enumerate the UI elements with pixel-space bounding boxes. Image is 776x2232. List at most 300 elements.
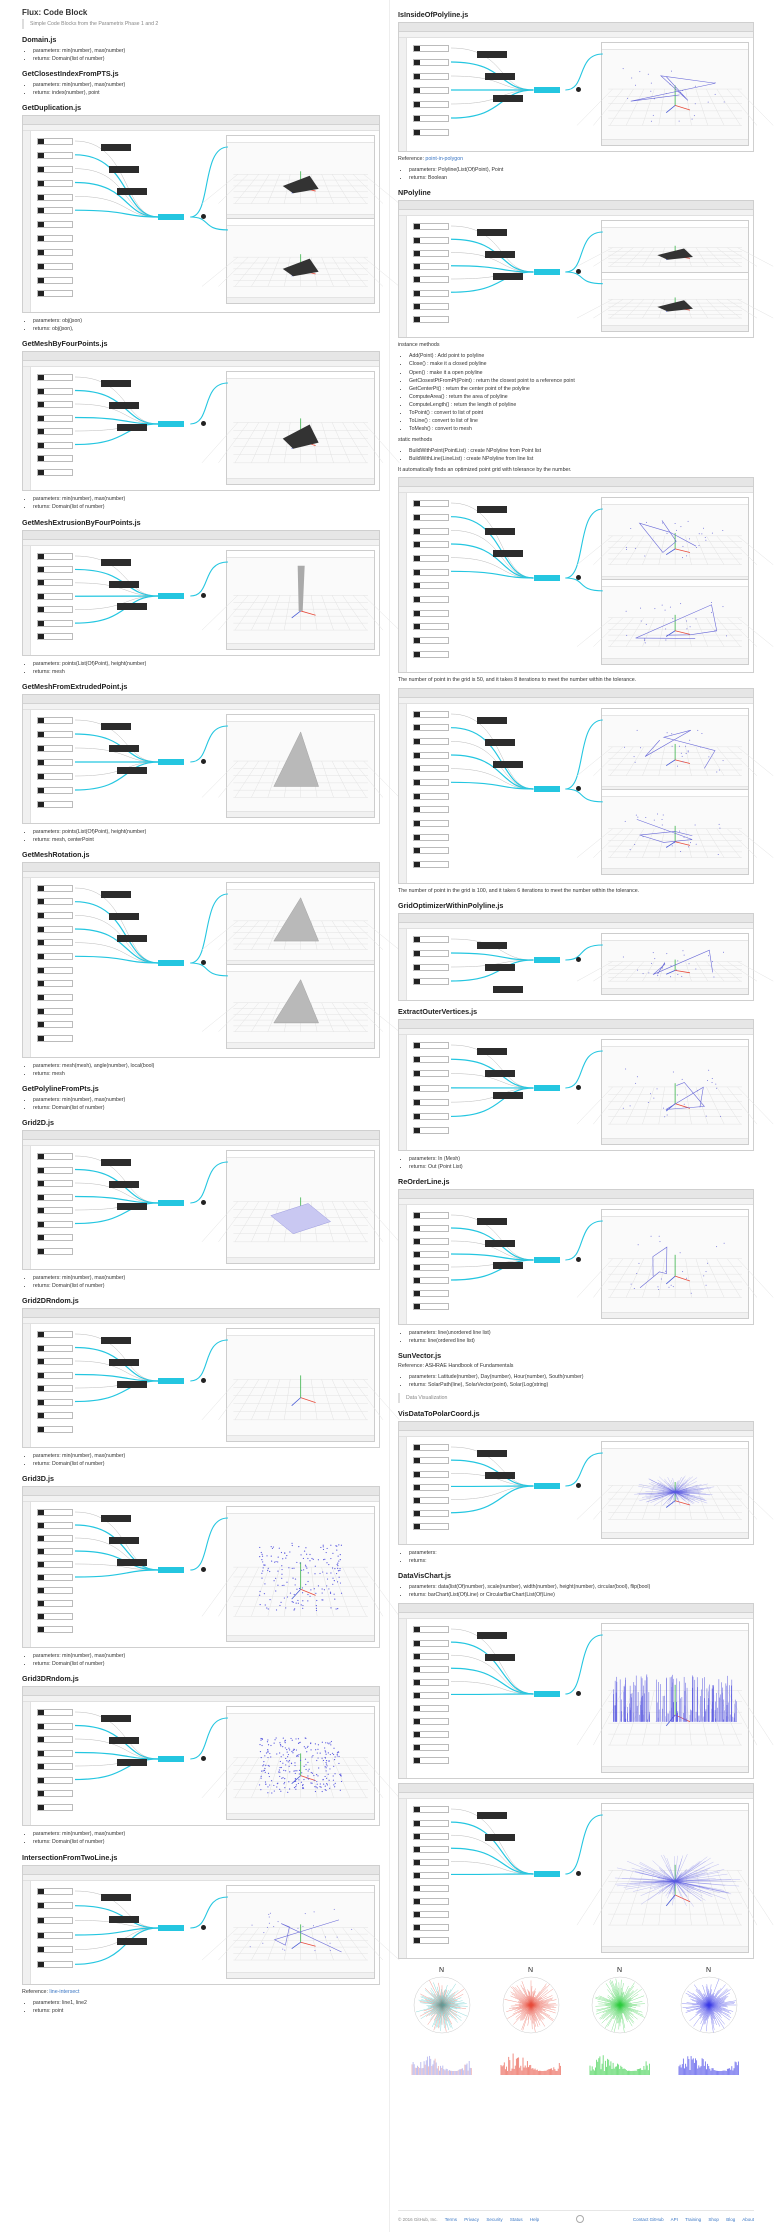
input-node — [413, 101, 449, 108]
input-node — [413, 1626, 449, 1633]
input-node — [37, 1736, 73, 1743]
input-node — [413, 303, 449, 310]
code-block-node — [109, 1181, 139, 1188]
bullet-list — [33, 317, 380, 333]
input-node — [37, 1385, 73, 1392]
input-node — [413, 541, 449, 548]
input-node — [413, 1911, 449, 1918]
input-node — [413, 1277, 449, 1284]
list-item: • parameters: points(List(Of)Point), height(number) — [33, 828, 380, 836]
input-node — [37, 442, 73, 449]
input-node — [37, 1522, 73, 1529]
section-title: Grid3D.js — [22, 1474, 54, 1484]
input-node — [37, 1902, 73, 1909]
description: It automatically finds an optimized point grid with tolerance by the number. — [398, 467, 572, 474]
section-title: VisDataToPolarCoord.js — [398, 1409, 480, 1419]
section-title: Grid3DRndom.js — [22, 1674, 79, 1684]
list-item: • returns: index(number), point — [33, 89, 380, 97]
input-node — [37, 1372, 73, 1379]
footer-link[interactable]: Status — [509, 2217, 523, 2222]
input-node — [413, 1744, 449, 1751]
code-block-node — [485, 739, 515, 746]
input-node — [37, 620, 73, 627]
section-title: GetMeshRotation.js — [22, 849, 90, 859]
list-item: • parameters: mesh(mesh), angle(number), local(bool) — [33, 1062, 380, 1070]
input-node — [37, 717, 73, 724]
code-block-node — [493, 550, 523, 557]
input-node — [37, 1426, 73, 1433]
list-item: • returns: mesh — [33, 668, 380, 676]
input-node — [37, 1946, 73, 1953]
reference: Reference: ASHRAE Handbook of Fundamentals — [398, 1362, 514, 1369]
footer-link[interactable]: Shop — [708, 2217, 719, 2222]
list-item: • returns: Domain(list of number) — [33, 1838, 380, 1846]
footer-link[interactable]: Contact GitHub — [632, 2217, 664, 2222]
input-node — [413, 711, 449, 718]
input-node — [413, 1484, 449, 1491]
input-node — [413, 263, 449, 270]
bullet-list — [33, 1830, 380, 1846]
code-block-node — [485, 251, 515, 258]
code-block-node — [493, 1262, 523, 1269]
reference — [22, 1989, 380, 1996]
input-node — [413, 1679, 449, 1686]
north-label: N — [617, 1967, 623, 1975]
code-block-node — [493, 986, 523, 993]
input-node — [37, 1248, 73, 1255]
column-divider — [389, 0, 390, 2232]
input-node — [413, 569, 449, 576]
code-block-node — [109, 402, 139, 409]
code-block-node — [109, 745, 139, 752]
list-item: • returns: Boolean — [409, 174, 754, 182]
active-code-block — [534, 1691, 560, 1697]
code-block-node — [485, 1654, 515, 1661]
input-node — [413, 1264, 449, 1271]
input-node — [413, 861, 449, 868]
list-item: • parameters: data(list(Of)number), scale(number), width(number), height(number), circular(bool), flip(bool) — [409, 1583, 754, 1591]
flux-screenshot — [398, 688, 754, 884]
github-logo-icon[interactable] — [576, 2215, 584, 2223]
instance-methods-label: instance methods — [398, 342, 440, 349]
list-item: • parameters: min(number), max(number) — [33, 1274, 380, 1282]
list-item: • ToLine() : convert to list of line — [409, 417, 754, 425]
input-node — [413, 1070, 449, 1077]
input-node — [37, 953, 73, 960]
input-node — [37, 1021, 73, 1028]
list-item: • Add(Point) : Add point to polyline — [409, 352, 754, 360]
input-node — [413, 1820, 449, 1827]
flux-screenshot — [22, 694, 380, 824]
input-node — [37, 263, 73, 270]
footer-link[interactable]: Privacy — [464, 2217, 480, 2222]
flux-screenshot — [22, 862, 380, 1058]
input-node — [37, 277, 73, 284]
input-node — [413, 45, 449, 52]
input-node — [37, 1153, 73, 1160]
north-label: N — [528, 1967, 534, 1975]
input-node — [413, 1290, 449, 1297]
bullet-list — [409, 1373, 754, 1389]
input-node — [37, 1548, 73, 1555]
code-block-node — [493, 273, 523, 280]
list-item: • returns: Domain(list of number) — [33, 1660, 380, 1668]
output-port — [576, 786, 581, 791]
footer-link[interactable]: Terms — [444, 2217, 458, 2222]
bullet-list — [409, 1329, 754, 1345]
list-item: • Open() : make it a open polyline — [409, 369, 754, 377]
list-item: • returns: mesh — [33, 1070, 380, 1078]
code-block-node — [477, 1218, 507, 1225]
code-block-node — [101, 1894, 131, 1901]
active-code-block — [534, 269, 560, 275]
code-block-node — [109, 1359, 139, 1366]
flux-screenshot — [398, 1421, 754, 1545]
code-block-node — [109, 166, 139, 173]
page-title: Flux: Code Block — [22, 8, 88, 17]
output-port — [576, 1257, 581, 1262]
input-node — [37, 1345, 73, 1352]
input-node — [413, 806, 449, 813]
section-title: GetMeshFromExtrudedPoint.js — [22, 681, 128, 691]
active-code-block — [534, 957, 560, 963]
input-node — [37, 1750, 73, 1757]
code-block-node — [477, 229, 507, 236]
code-block-node — [117, 1938, 147, 1945]
code-block-node — [109, 1537, 139, 1544]
flux-screenshot — [398, 1189, 754, 1325]
bullet-list — [33, 81, 380, 97]
input-node — [413, 1757, 449, 1764]
input-node — [37, 138, 73, 145]
output-port — [201, 1925, 206, 1930]
code-block-node — [109, 913, 139, 920]
input-node — [413, 582, 449, 589]
code-block-node — [101, 891, 131, 898]
input-node — [37, 1777, 73, 1784]
input-node — [37, 773, 73, 780]
input-node — [37, 1221, 73, 1228]
list-item: • BuildWithLine(LineList) : create NPolyline from line list — [409, 455, 754, 463]
input-node — [37, 1412, 73, 1419]
input-node — [37, 1626, 73, 1633]
code-block-node — [485, 964, 515, 971]
list-item: • GetCenterPt() : return the center point of the polyline — [409, 385, 754, 393]
bullet-list — [33, 1274, 380, 1290]
input-node — [413, 514, 449, 521]
footer-link[interactable]: Training — [685, 2217, 702, 2222]
list-item: • parameters: min(number), max(number) — [33, 495, 380, 503]
bullet-list — [33, 1062, 380, 1078]
footer-link[interactable]: Help — [529, 2217, 540, 2222]
list-item: • ToPoint() : convert to list of point — [409, 409, 754, 417]
section-title: GetMeshExtrusionByFourPoints.js — [22, 517, 141, 527]
reference — [398, 156, 754, 163]
input-node — [413, 1718, 449, 1725]
code-block-node — [117, 935, 147, 942]
code-block-node — [117, 603, 147, 610]
code-block-node — [101, 1337, 131, 1344]
input-node — [413, 290, 449, 297]
input-node — [413, 1085, 449, 1092]
input-node — [37, 1008, 73, 1015]
input-node — [37, 967, 73, 974]
section-title: DataVisChart.js — [398, 1571, 451, 1581]
list-item: • parameters: min(number), max(number) — [33, 81, 380, 89]
input-node — [37, 606, 73, 613]
input-node — [37, 633, 73, 640]
flux-screenshot — [22, 1486, 380, 1648]
list-item: • returns: barChart(List(Of)Line) or CircularBarChart(List(Of)Line) — [409, 1591, 754, 1599]
input-node — [413, 610, 449, 617]
list-item: • Close() : make it a closed polyline — [409, 360, 754, 368]
input-node — [413, 1898, 449, 1905]
input-node — [37, 898, 73, 905]
input-node — [37, 1709, 73, 1716]
list-item: • parameters: — [409, 1549, 754, 1557]
input-node — [37, 428, 73, 435]
output-port — [201, 960, 206, 965]
input-node — [37, 374, 73, 381]
input-node — [37, 885, 73, 892]
input-node — [413, 1099, 449, 1106]
code-block-node — [101, 723, 131, 730]
bullet-list — [33, 495, 380, 511]
input-node — [413, 500, 449, 507]
list-item: • returns: Domain(list of number) — [33, 55, 380, 63]
list-item: • BuildWithPoint(PointList) : create NPolyline from Point list — [409, 447, 754, 455]
input-node — [37, 1888, 73, 1895]
section-title: NPolyline — [398, 188, 431, 198]
active-code-block — [534, 1257, 560, 1263]
input-node — [37, 388, 73, 395]
code-block-node — [109, 581, 139, 588]
input-node — [413, 936, 449, 943]
footer-link[interactable]: API — [670, 2217, 678, 2222]
list-item: • parameters: min(number), max(number) — [33, 1096, 380, 1104]
code-block-node — [485, 1834, 515, 1841]
list-item: • returns: Domain(list of number) — [33, 1104, 380, 1112]
output-port — [201, 593, 206, 598]
reference-label: Reference: — [22, 1988, 50, 1995]
code-block-node — [117, 188, 147, 195]
input-node — [413, 1510, 449, 1517]
input-node — [37, 180, 73, 187]
code-block-node — [477, 1450, 507, 1457]
list-item: • parameters: In (Mesh) — [409, 1155, 754, 1163]
footer-right-links — [633, 2217, 754, 2222]
input-node — [37, 926, 73, 933]
input-node — [413, 129, 449, 136]
input-node — [413, 528, 449, 535]
code-block-node — [477, 506, 507, 513]
code-block-node — [477, 1048, 507, 1055]
input-node — [37, 1561, 73, 1568]
input-node — [413, 1731, 449, 1738]
input-node — [413, 1471, 449, 1478]
list-item: • returns: SolarPath(line), SolarVector(point), Solar(Log(string) — [409, 1381, 754, 1389]
input-node — [413, 1251, 449, 1258]
input-node — [413, 1872, 449, 1879]
input-node — [413, 316, 449, 323]
bullet-list — [33, 660, 380, 676]
section-title: IntersectionFromTwoLine.js — [22, 1852, 118, 1862]
active-code-block — [534, 87, 560, 93]
input-node — [37, 1535, 73, 1542]
bullet-list — [409, 166, 754, 182]
code-block-node — [493, 761, 523, 768]
input-node — [37, 1932, 73, 1939]
input-node — [413, 1653, 449, 1660]
footer-link[interactable]: About — [742, 2217, 754, 2222]
input-node — [413, 752, 449, 759]
input-node — [37, 221, 73, 228]
input-node — [413, 1212, 449, 1219]
list-item: • returns: Domain(list of number) — [33, 1282, 380, 1290]
list-item: • GetClosestPtFromPt(Point) : return the closest point to a reference point — [409, 377, 754, 385]
code-block-node — [493, 1092, 523, 1099]
code-block-node — [117, 1759, 147, 1766]
input-node — [37, 1574, 73, 1581]
input-node — [413, 1806, 449, 1813]
input-node — [37, 290, 73, 297]
right-column — [398, 0, 754, 2081]
input-node — [37, 994, 73, 1001]
method-list — [409, 447, 754, 463]
input-node — [37, 455, 73, 462]
active-code-block — [158, 1200, 184, 1206]
flux-screenshot — [22, 1686, 380, 1826]
list-item: • returns: mesh, centerPoint — [33, 836, 380, 844]
input-node — [413, 724, 449, 731]
input-node — [413, 1924, 449, 1931]
input-node — [37, 166, 73, 173]
list-item: • parameters: min(number), max(number) — [33, 1652, 380, 1660]
bullet-list — [33, 1452, 380, 1468]
list-item: • returns: — [409, 1557, 754, 1565]
input-node — [37, 1194, 73, 1201]
section-title: GridOptimizerWithinPolyline.js — [398, 900, 504, 910]
input-node — [413, 779, 449, 786]
input-node — [413, 1113, 449, 1120]
page-subtitle: Simple Code Blocks from the Parametrix Phase 1 and 2 — [22, 19, 380, 29]
input-node — [413, 237, 449, 244]
list-item: • parameters: line(unordered line list) — [409, 1329, 754, 1337]
input-node — [37, 1509, 73, 1516]
input-node — [413, 1238, 449, 1245]
active-code-block — [534, 786, 560, 792]
input-node — [37, 249, 73, 256]
input-node — [37, 1399, 73, 1406]
flux-screenshot — [398, 913, 754, 1001]
bullet-list — [33, 1652, 380, 1668]
input-node — [37, 1180, 73, 1187]
bullet-list — [33, 1096, 380, 1112]
input-node — [37, 1331, 73, 1338]
input-node — [413, 596, 449, 603]
list-item: • returns: obj(json), — [33, 325, 380, 333]
input-node — [413, 1303, 449, 1310]
input-node — [413, 276, 449, 283]
reference-link[interactable]: point-in-polygon — [425, 156, 464, 162]
input-node — [37, 1587, 73, 1594]
code-block-node — [101, 144, 131, 151]
input-node — [413, 87, 449, 94]
bullet-list — [33, 1999, 380, 2015]
input-node — [413, 1523, 449, 1530]
input-node — [37, 745, 73, 752]
input-node — [413, 651, 449, 658]
flux-screenshot — [22, 530, 380, 656]
input-node — [413, 978, 449, 985]
list-item: • parameters: line1, line2 — [33, 1999, 380, 2007]
input-node — [37, 1723, 73, 1730]
left-column — [22, 0, 380, 2019]
input-node — [413, 250, 449, 257]
input-node — [413, 73, 449, 80]
input-node — [413, 1666, 449, 1673]
section-title: SunVector.js — [398, 1350, 442, 1360]
input-node — [37, 566, 73, 573]
input-node — [37, 1804, 73, 1811]
input-node — [37, 1763, 73, 1770]
code-block-node — [485, 73, 515, 80]
input-node — [413, 1705, 449, 1712]
input-node — [413, 59, 449, 66]
active-code-block — [534, 1871, 560, 1877]
flux-screenshot — [398, 1603, 754, 1779]
footer — [398, 2210, 754, 2222]
code-block-node — [485, 1240, 515, 1247]
code-block-node — [101, 559, 131, 566]
input-node — [413, 1225, 449, 1232]
active-code-block — [158, 593, 184, 599]
input-node — [413, 834, 449, 841]
reference-link[interactable]: line-intersect — [49, 1988, 80, 1995]
input-node — [37, 1917, 73, 1924]
flux-screenshot — [398, 1783, 754, 1959]
list-item: • returns: point — [33, 2007, 380, 2015]
input-node — [37, 194, 73, 201]
code-block-node — [101, 1159, 131, 1166]
active-code-block — [158, 1567, 184, 1573]
input-node — [37, 207, 73, 214]
active-code-block — [158, 214, 184, 220]
code-block-node — [485, 528, 515, 535]
code-block-node — [117, 1381, 147, 1388]
bullet-list — [33, 47, 380, 63]
bullet-list — [409, 1549, 754, 1565]
method-list — [409, 352, 754, 433]
list-item: • ComputeLength() : return the length of polyline — [409, 401, 754, 409]
input-node — [413, 115, 449, 122]
input-node — [37, 401, 73, 408]
active-code-block — [534, 1085, 560, 1091]
footer-link[interactable]: Security — [486, 2217, 503, 2222]
code-block-node — [477, 942, 507, 949]
input-node — [413, 1127, 449, 1134]
input-node — [413, 1692, 449, 1699]
footer-link[interactable]: Blog — [726, 2217, 736, 2222]
output-port — [201, 759, 206, 764]
footer-copyright: © 2016 GitHub, Inc. — [398, 2217, 438, 2222]
code-block-node — [477, 717, 507, 724]
input-node — [413, 820, 449, 827]
input-node — [413, 1457, 449, 1464]
static-methods-label: static methods — [398, 437, 433, 444]
flux-screenshot — [22, 1130, 380, 1270]
code-block-node — [117, 767, 147, 774]
